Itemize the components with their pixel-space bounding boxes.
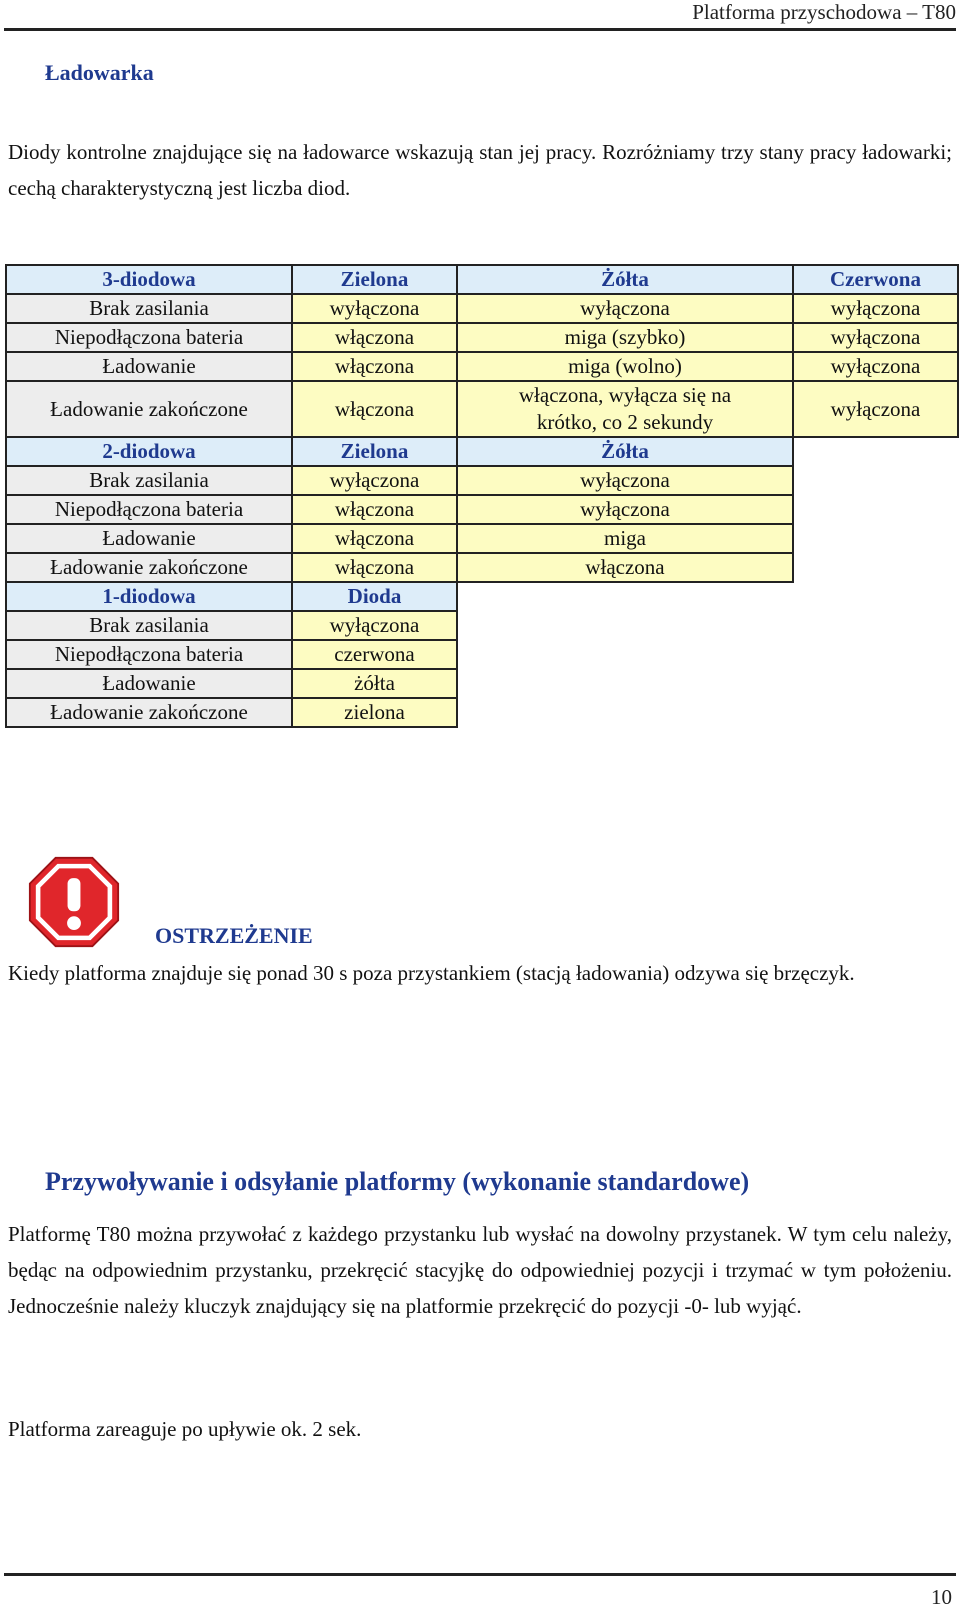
table-cell: wyłączona xyxy=(793,381,958,437)
table-cell: Ładowanie xyxy=(6,524,292,553)
table-cell: Ładowanie zakończone xyxy=(6,698,292,727)
calling-heading: Przywoływanie i odsyłanie platformy (wykonanie standardowe) xyxy=(45,1167,750,1196)
table-cell: włączona xyxy=(457,553,793,582)
table-header-cell: 3-diodowa xyxy=(6,265,292,294)
table-header-cell: Dioda xyxy=(292,582,457,611)
table-header-cell: Żółta xyxy=(457,265,793,294)
table-row xyxy=(6,495,958,524)
table-cell: miga (wolno) xyxy=(457,352,793,381)
table-cell: włączona xyxy=(292,495,457,524)
table-cell: czerwona xyxy=(292,640,457,669)
table-header-cell: Zielona xyxy=(292,437,457,466)
table-cell: Ładowanie zakończone xyxy=(6,381,292,437)
table-cell: Brak zasilania xyxy=(6,294,292,323)
charger-heading: Ładowarka xyxy=(45,60,154,85)
table-header-cell: Zielona xyxy=(292,265,457,294)
table-cell: Ładowanie xyxy=(6,352,292,381)
footer-rule xyxy=(4,1573,956,1576)
table-cell: zielona xyxy=(292,698,457,727)
empty-cell xyxy=(793,698,958,727)
empty-cell xyxy=(457,582,793,611)
calling-paragraph: Platformę T80 można przywołać z każdego przystanku lub wysłać na dowolny przystanek. W tym celu należy, będąc na odpowiednim przystanku, przekręcić stacyjkę do odpowiedniej pozycji i trzymać w tym położeniu. Jednocześnie należy kluczyk znajdujący się na platformie przekręcić do pozycji -0- lub wyjąć. xyxy=(8,1222,952,1318)
table-header-row-1-diode xyxy=(6,582,958,611)
empty-cell xyxy=(793,582,958,611)
table-row xyxy=(6,294,958,323)
table-cell: miga xyxy=(457,524,793,553)
table-cell: włączona, wyłącza się na krótko, co 2 sekundy xyxy=(457,381,793,437)
table-row xyxy=(6,466,958,495)
table-cell: włączona xyxy=(292,323,457,352)
empty-cell xyxy=(793,640,958,669)
table-header-row-3-diode xyxy=(6,265,958,294)
table-cell: włączona xyxy=(292,524,457,553)
empty-cell xyxy=(457,669,793,698)
table-cell: Brak zasilania xyxy=(6,466,292,495)
warning-octagon-icon xyxy=(28,856,120,948)
table-cell: wyłączona xyxy=(457,495,793,524)
table-cell: żółta xyxy=(292,669,457,698)
table-row xyxy=(6,381,958,437)
table-cell: Ładowanie xyxy=(6,669,292,698)
table-row xyxy=(6,553,958,582)
empty-cell xyxy=(793,495,958,524)
table-cell: miga (szybko) xyxy=(457,323,793,352)
table-cell: wyłączona xyxy=(793,352,958,381)
table-cell: Ładowanie zakończone xyxy=(6,553,292,582)
table-row xyxy=(6,323,958,352)
table-cell: włączona xyxy=(292,381,457,437)
table-cell: wyłączona xyxy=(292,466,457,495)
running-header: Platforma przyschodowa – T80 xyxy=(692,0,956,24)
warning-title: OSTRZEŻENIE xyxy=(155,923,313,948)
table-cell: Niepodłączona bateria xyxy=(6,323,292,352)
empty-cell xyxy=(457,640,793,669)
empty-cell xyxy=(793,611,958,640)
table-row xyxy=(6,352,958,381)
table-cell: wyłączona xyxy=(292,611,457,640)
warning-text: Kiedy platforma znajduje się ponad 30 s poza przystankiem (stacją ładowania) odzywa się brzęczyk. xyxy=(8,961,855,985)
table-cell: wyłączona xyxy=(457,294,793,323)
empty-cell xyxy=(793,437,958,466)
empty-cell xyxy=(793,466,958,495)
table-header-cell: Żółta xyxy=(457,437,793,466)
empty-cell xyxy=(793,553,958,582)
table-row xyxy=(6,640,958,669)
page-number: 10 xyxy=(931,1585,952,1609)
charger-intro: Diody kontrolne znajdujące się na ładowarce wskazują stan jej pracy. Rozróżniamy trzy stany pracy ładowarki; cechą charakterystyczną jest liczba diod. xyxy=(8,140,952,200)
table-row xyxy=(6,611,958,640)
empty-cell xyxy=(793,669,958,698)
table-header-cell: Czerwona xyxy=(793,265,958,294)
table-cell: wyłączona xyxy=(292,294,457,323)
table-row xyxy=(6,698,958,727)
table-row xyxy=(6,524,958,553)
diode-status-table xyxy=(5,264,959,728)
table-cell: Niepodłączona bateria xyxy=(6,495,292,524)
table-header-cell: 1-diodowa xyxy=(6,582,292,611)
table-row xyxy=(6,669,958,698)
table-cell: wyłączona xyxy=(457,466,793,495)
table-header-cell: 2-diodowa xyxy=(6,437,292,466)
header-rule xyxy=(4,28,956,31)
table-cell: wyłączona xyxy=(793,294,958,323)
table-cell: wyłączona xyxy=(793,323,958,352)
table-cell: włączona xyxy=(292,352,457,381)
table-cell: włączona xyxy=(292,553,457,582)
empty-cell xyxy=(793,524,958,553)
empty-cell xyxy=(457,611,793,640)
calling-note: Platforma zareaguje po upływie ok. 2 sek. xyxy=(8,1417,362,1441)
table-cell: Niepodłączona bateria xyxy=(6,640,292,669)
empty-cell xyxy=(457,698,793,727)
table-header-row-2-diode xyxy=(6,437,958,466)
table-cell: Brak zasilania xyxy=(6,611,292,640)
